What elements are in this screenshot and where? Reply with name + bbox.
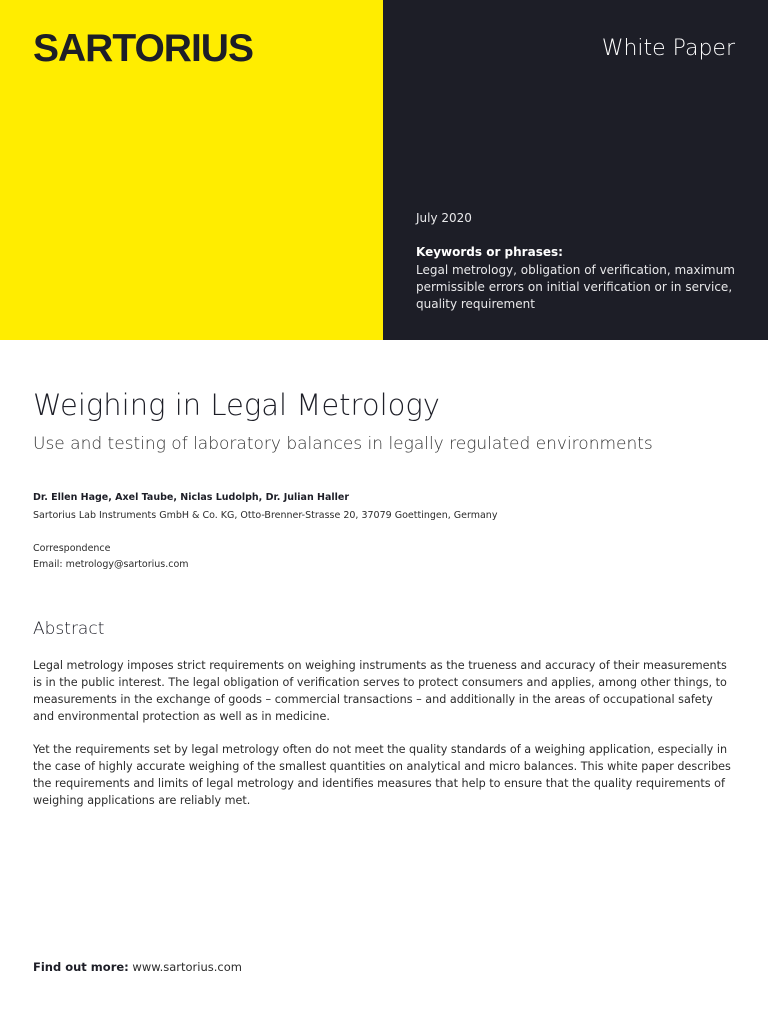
keywords-label: Keywords or phrases: (416, 245, 563, 259)
sartorius-logo (33, 27, 253, 70)
correspondence-label: Correspondence (33, 543, 111, 554)
brand-panel (0, 0, 383, 340)
paper-title: Weighing in Legal Metrology (33, 388, 440, 422)
affiliation: Sartorius Lab Instruments GmbH & Co. KG, Otto-Brenner-Strasse 20, 37079 Goettingen, Germany (33, 510, 498, 521)
abstract-paragraph: Yet the requirements set by legal metrology often do not meet the quality standards of a weighing application, especially in the case of highly accurate weighing of the smallest quantities on analytical and micro balances. This white paper describes the requirements and limits of legal metrology and identifies measures that help to ensure that the quality requirements of weighing applications are reliably met. (33, 743, 731, 807)
abstract-heading: Abstract (33, 619, 105, 639)
keywords-text: Legal metrology, obligation of verification, maximum permissible errors on initial verification or in service, quality requirement (416, 263, 735, 311)
document-type: White Paper (601, 36, 735, 61)
svg-text:SARTORIUS: SARTORIUS (33, 27, 253, 70)
publication-date: July 2020 (416, 211, 472, 225)
footer-link[interactable]: www.sartorius.com (132, 960, 242, 974)
paper-subtitle: Use and testing of laboratory balances in legally regulated environments (33, 434, 653, 454)
footer (33, 960, 242, 974)
info-panel (383, 0, 768, 340)
abstract-paragraph: Legal metrology imposes strict requirements on weighing instruments as the trueness and accuracy of their measurements is in the public interest. The legal obligation of verification serves to protect consumers and applies, among other things, to measurements in the exchange of goods – commercial transactions – and additionally in the areas of occupational safety and environmental protection as well as in medicine. (33, 659, 727, 723)
authors: Dr. Ellen Hage, Axel Taube, Niclas Ludolph, Dr. Julian Haller (33, 492, 350, 503)
footer-label: Find out more: (33, 960, 129, 974)
correspondence-email: Email: metrology@sartorius.com (33, 559, 189, 570)
